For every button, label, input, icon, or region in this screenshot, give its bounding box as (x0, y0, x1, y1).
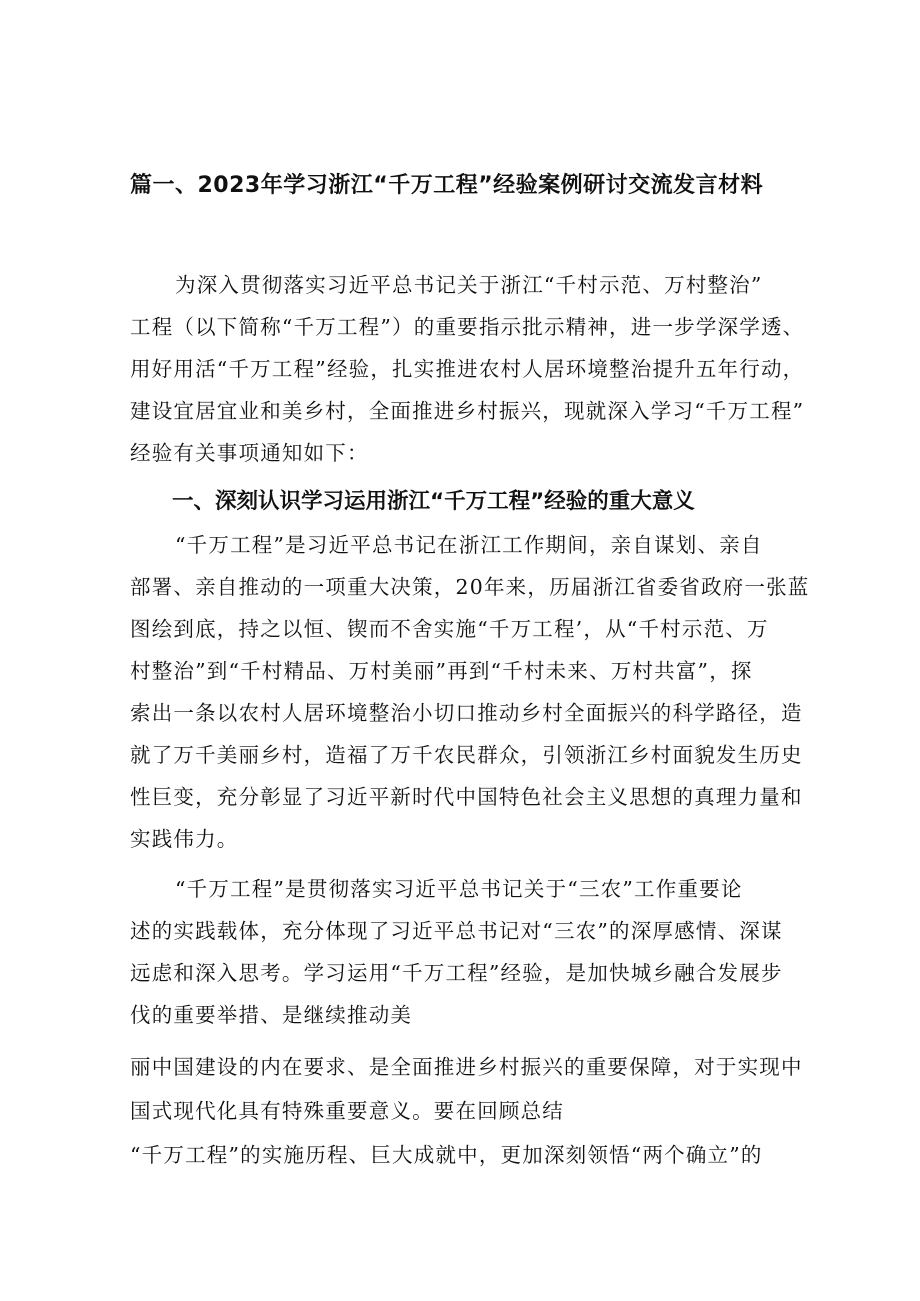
paragraph2-line-6: 国式现代化具有特殊重要意义。要在回顾总结 (130, 1099, 564, 1123)
intro-line-3: 用好用活“千万工程”经验，扎实推进农村人居环境整治提升五年行动， (130, 357, 805, 381)
intro-line-5: 经验有关事项通知如下： (130, 441, 369, 465)
paragraph2-line-1: “千万工程”是贯彻落实习近平总书记关于“三农”工作重要论 (175, 877, 743, 901)
paragraph2-line-2: 述的实践载体，充分体现了习近平总书记对“三农”的深厚感情、深谋 (130, 919, 783, 943)
paragraph2-line-4: 伐的重要举措、是继续推动美 (130, 1003, 413, 1027)
paragraph1-line-1: “千万工程”是习近平总书记在浙江工作期间，亲自谋划、亲自 (175, 533, 763, 557)
section-heading: 一、深刻认识学习运用浙江“千万工程”经验的重大意义 (172, 489, 695, 514)
intro-line-4: 建设宜居宜业和美乡村，全面推进乡村振兴，现就深入学习“千万工程” (130, 399, 805, 423)
document-title: 篇一、2023年学习浙江“千万工程”经验案例研讨交流发言材料 (130, 173, 764, 198)
paragraph1-line-7: 性巨变，充分彰显了习近平新时代中国特色社会主义思想的真理力量和 (130, 785, 803, 809)
intro-line-1: 为深入贯彻落实习近平总书记关于浙江“千村示范、万村整治” (175, 273, 763, 297)
intro-line-2: 工程（以下简称“千万工程”）的重要指示批示精神，进一步学深学透、 (130, 315, 805, 339)
paragraph2-line-5: 丽中国建设的内在要求、是全面推进乡村振兴的重要保障，对于实现中 (130, 1055, 803, 1079)
paragraph2-line-3: 远虑和深入思考。学习运用“千万工程”经验，是加快城乡融合发展步 (130, 961, 783, 985)
paragraph1-line-6: 就了万千美丽乡村，造福了万千农民群众，引领浙江乡村面貌发生历史 (130, 743, 803, 767)
paragraph1-line-4: 村整治”到“千村精品、万村美丽”再到“千村未来、万村共富”，探 (130, 659, 753, 683)
paragraph1-line-8: 实践伟力。 (130, 827, 239, 851)
paragraph1-line-5: 索出一条以农村人居环境整治小切口推动乡村全面振兴的科学路径，造 (130, 701, 803, 725)
paragraph1-line-3: 图绘到底，持之以恒、锲而不舍实施“千万工程’，从“千村示范、万 (130, 617, 769, 641)
paragraph1-line-2: 部署、亲自推动的一项重大决策，20年来，历届浙江省委省政府一张蓝 (130, 575, 810, 599)
paragraph2-line-7: “千万工程”的实施历程、巨大成就中，更加深刻领悟“两个确立”的 (130, 1143, 763, 1167)
